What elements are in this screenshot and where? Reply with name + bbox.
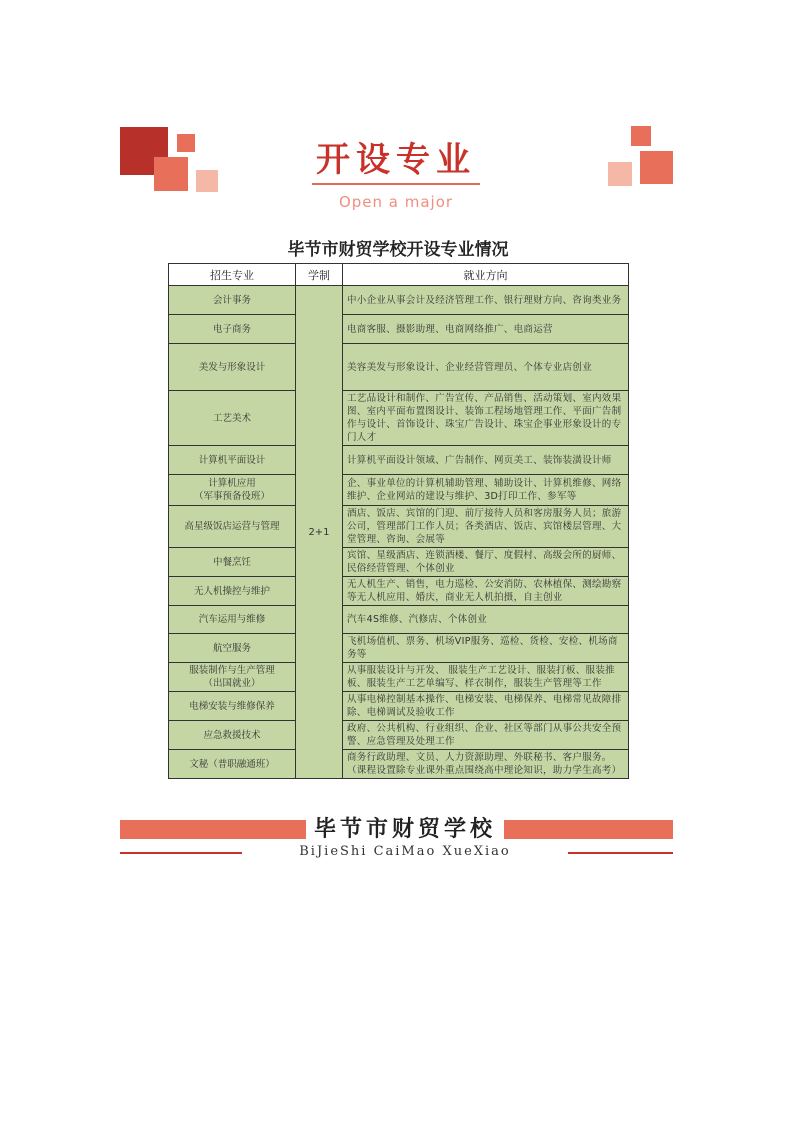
table-header-row [169,264,629,286]
career-cell: 中小企业从事会计及经济管理工作、银行理财方向、咨询类业务 [343,286,629,315]
decor-square-light-left [196,170,218,192]
career-cell: 美容美发与形象设计、企业经营管理员、个体专业店创业 [343,344,629,391]
table-row [169,344,629,391]
column-header-major: 招生专业 [169,264,296,286]
table-row [169,286,629,315]
career-cell: 从事服装设计与开发、 服装生产工艺设计、服装打板、服装推板、服装生产工艺单编写、样衣制作，服装生产管理等工作 [343,663,629,692]
decor-square-large-right [640,151,673,184]
major-cell: 工艺美术 [169,391,296,446]
major-cell: 计算机应用 （军事预备役班） [169,475,296,506]
title-underline [312,183,480,185]
table-row [169,475,629,506]
footer-rule-left [120,852,245,854]
decor-square-small-left [177,134,195,152]
major-cell: 会计事务 [169,286,296,315]
table-row [169,750,629,779]
column-header-career: 就业方向 [343,264,629,286]
career-cell: 无人机生产、销售，电力巡检、公安消防、农林植保、测绘勘察等无人机应用、婚庆，商业无人机拍摄，自主创业 [343,577,629,606]
career-cell: 工艺品设计和制作、广告宣传、产品销售、活动策划、室内效果图、室内平面布置图设计、装饰工程场地管理工作、平面广告制作与设计、首饰设计、珠宝广告设计、珠宝企事业形象设计的专门人才 [343,391,629,446]
decor-square-small-right [631,126,651,146]
table-title: 毕节市财贸学校开设专业情况 [287,240,509,260]
career-cell: 从事电梯控制基本操作、电梯安装、电梯保养、电梯常见故障排除、电梯调试及验收工作 [343,692,629,721]
decor-square-large-left [154,157,188,191]
table-row [169,391,629,446]
column-header-duration: 学制 [296,264,343,286]
major-cell: 文秘（普职融通班） [169,750,296,779]
table-row [169,506,629,548]
career-cell: 计算机平面设计领域、广告制作、网页美工、装饰装潢设计师 [343,446,629,475]
table-row [169,606,629,634]
major-cell: 电梯安装与维修保养 [169,692,296,721]
table-row [169,446,629,475]
school-name-pinyin: BiJieShi CaiMao XueXiao [242,844,568,859]
major-cell: 美发与形象设计 [169,344,296,391]
page-title: 开设专业 [316,140,476,180]
table-row [169,692,629,721]
footer-bar-left [120,820,310,839]
major-cell: 计算机平面设计 [169,446,296,475]
table-row [169,663,629,692]
table-row [169,315,629,344]
major-cell: 汽车运用与维修 [169,606,296,634]
table-row [169,577,629,606]
major-cell: 高星级饭店运营与管理 [169,506,296,548]
table-row [169,548,629,577]
career-cell: 宾馆、星级酒店、连锁酒楼、餐厅、度假村、高级会所的厨师、民俗经营管理、个体创业 [343,548,629,577]
career-cell: 酒店、饭店、宾馆的门迎、前厅接待人员和客房服务人员；旅游公司，管理部门工作人员；各类酒店、饭店、宾馆楼层管理、大堂管理、咨询、会展等 [343,506,629,548]
duration-cell: 2+1 [296,286,343,779]
table-row [169,634,629,663]
footer-bar-right [500,820,673,839]
career-cell: 电商客服、摄影助理、电商网络推广、电商运营 [343,315,629,344]
career-cell: 政府、公共机构、行业组织、企业、社区等部门从事公共安全预警、应急管理及处理工作 [343,721,629,750]
majors-table [168,263,629,779]
page-subtitle: Open a major [338,193,454,211]
career-cell: 企、事业单位的计算机辅助管理、辅助设计、计算机维修、网络维护、企业网站的建设与维护、3D打印工作、参军等 [343,475,629,506]
career-cell: 商务行政助理、文员、人力资源助理、外联秘书、客户服务。（课程设置除专业课外重点围绕高中理论知识，助力学生高考） [343,750,629,779]
major-cell: 服装制作与生产管理 （出国就业） [169,663,296,692]
major-cell: 航空服务 [169,634,296,663]
school-name: 毕节市财贸学校 [306,816,504,842]
major-cell: 应急救援技术 [169,721,296,750]
career-cell: 汽车4S维修、汽修店、个体创业 [343,606,629,634]
table-row [169,721,629,750]
career-cell: 飞机场值机、票务、机场VIP服务、巡检、货检、安检、机场商务等 [343,634,629,663]
decor-square-light-right [608,162,632,186]
major-cell: 无人机操控与维护 [169,577,296,606]
major-cell: 中餐烹饪 [169,548,296,577]
footer-rule-right [565,852,673,854]
major-cell: 电子商务 [169,315,296,344]
